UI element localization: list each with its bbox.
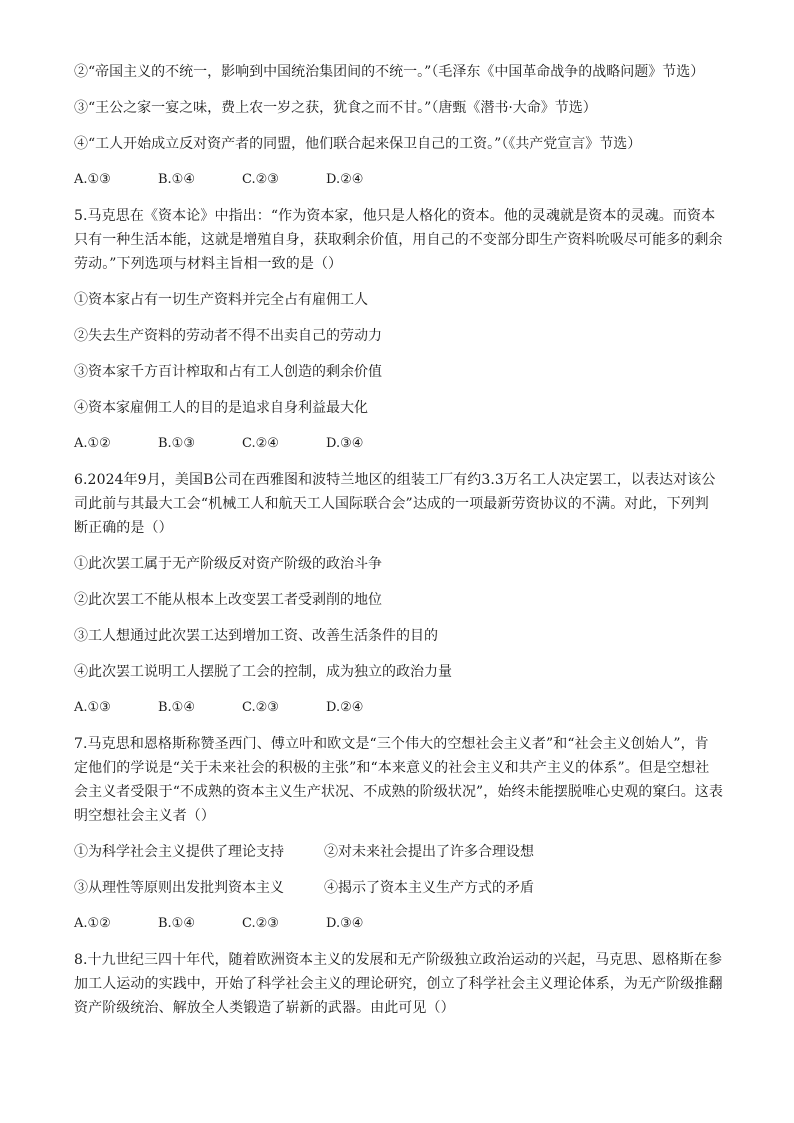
option-c: C.②③ [242, 700, 279, 715]
q6-stem-line-1: 6.2024年9月，美国B公司在西雅图和波特兰地区的组装工厂有约3.3万名工人决定罢工，以表达对该公 [74, 472, 716, 488]
option-a: A.①② [74, 436, 111, 451]
q5-statement-2: ②失去生产资料的劳动者不得不出卖自己的劳动力 [74, 328, 382, 344]
statement-3: ③“王公之家一宴之味，费上农一岁之获，犹食之而不甘。”（唐甄《潜书·大命》节选） [74, 100, 597, 116]
q6-options [74, 696, 724, 720]
q6-statement-3: ③工人想通过此次罢工达到增加工资、改善生活条件的目的 [74, 628, 438, 644]
q5-statement-4: ④资本家雇佣工人的目的是追求自身利益最大化 [74, 400, 368, 416]
option-b: B.①④ [158, 172, 195, 187]
statement-4: ④“工人开始成立反对资产者的同盟，他们联合起来保卫自己的工资。”（《共产党宣言》节选） [74, 136, 642, 152]
option-d: D.②④ [326, 172, 364, 187]
option-b: B.①③ [158, 436, 195, 451]
exam-page [74, 60, 724, 1032]
option-b: B.①④ [158, 916, 195, 931]
option-d: D.③④ [326, 436, 364, 451]
option-c: C.②④ [242, 436, 279, 451]
q8-stem-line-3: 资产阶级统治、解放全人类锻造了崭新的武器。由此可见（） [74, 1000, 455, 1016]
q5-statement-1: ①资本家占有一切生产资料并完全占有雇佣工人 [74, 292, 368, 308]
question-6 [74, 468, 724, 720]
q5-stem-line-3: 劳动。”下列选项与材料主旨相一致的是（） [74, 256, 343, 272]
q4-options [74, 168, 724, 192]
q5-options [74, 432, 724, 456]
statement-2: ②“帝国主义的不统一，影响到中国统治集团间的不统一。”（毛泽东《中国革命战争的战略问题》节选） [74, 64, 705, 80]
q7-statement-4: ④揭示了资本主义生产方式的矛盾 [324, 880, 534, 896]
q7-stem-line-3: 会主义者受限于“不成熟的资本主义生产状况、不成熟的阶级状况”，始终未能摆脱唯心史观的窠臼。这表 [74, 784, 724, 800]
q5-stem-line-1: 5.马克思在《资本论》中指出：“作为资本家，他只是人格化的资本。他的灵魂就是资本的灵魂。而资本 [74, 208, 716, 224]
option-a: A.①② [74, 916, 111, 931]
question-8 [74, 948, 724, 1020]
q6-stem-line-3: 断正确的是（） [74, 520, 173, 536]
q8-stem [74, 948, 724, 1020]
q7-stem-line-2: 定他们的学说是“关于未来社会的积极的主张”和“本来意义的社会主义和共产主义的体系”。但是空想社 [74, 760, 710, 776]
q4-continuation [74, 60, 724, 192]
q8-stem-line-2: 加工人运动的实践中，开始了科学社会主义的理论研究，创立了科学社会主义理论体系，为无产阶级推翻 [74, 976, 723, 992]
q7-statement-2: ②对未来社会提出了许多合理设想 [324, 844, 534, 860]
q5-stem-line-2: 只有一种生活本能，这就是增殖自身，获取剩余价值，用自己的不变部分即生产资料吮吸尽可能多的剩余 [74, 232, 723, 248]
question-7 [74, 732, 724, 936]
option-c: C.②③ [242, 916, 279, 931]
q7-statement-row-2 [74, 876, 724, 900]
q7-options [74, 912, 724, 936]
q6-stem-line-2: 司此前与其最大工会“机械工人和航天工人国际联合会”达成的一项最新劳资协议的不满。对此，下列判 [74, 496, 709, 512]
q5-statement-3: ③资本家千方百计榨取和占有工人创造的剩余价值 [74, 364, 382, 380]
q7-stem-line-4: 明空想社会主义者（） [74, 808, 215, 824]
option-c: C.②③ [242, 172, 279, 187]
q6-statement-2: ②此次罢工不能从根本上改变罢工者受剥削的地位 [74, 592, 382, 608]
question-5 [74, 204, 724, 456]
q7-stem-line-1: 7.马克思和恩格斯称赞圣西门、傅立叶和欧文是“三个伟大的空想社会主义者”和“社会主义创始人”，肯 [74, 736, 709, 752]
option-b: B.①④ [158, 700, 195, 715]
option-a: A.①③ [74, 172, 111, 187]
q6-stem [74, 468, 724, 540]
q7-statement-row-1 [74, 840, 724, 864]
q7-statement-1: ①为科学社会主义提供了理论支持 [74, 844, 284, 860]
option-d: D.②④ [326, 700, 364, 715]
option-a: A.①③ [74, 700, 111, 715]
option-d: D.③④ [326, 916, 364, 931]
q5-stem [74, 204, 724, 276]
q7-stem [74, 732, 724, 828]
q7-statement-3: ③从理性等原则出发批判资本主义 [74, 880, 284, 896]
q8-stem-line-1: 8.十九世纪三四十年代，随着欧洲资本主义的发展和无产阶级独立政治运动的兴起，马克思、恩格斯在参 [74, 952, 723, 968]
q6-statement-1: ①此次罢工属于无产阶级反对资产阶级的政治斗争 [74, 556, 382, 572]
q6-statement-4: ④此次罢工说明工人摆脱了工会的控制，成为独立的政治力量 [74, 664, 452, 680]
